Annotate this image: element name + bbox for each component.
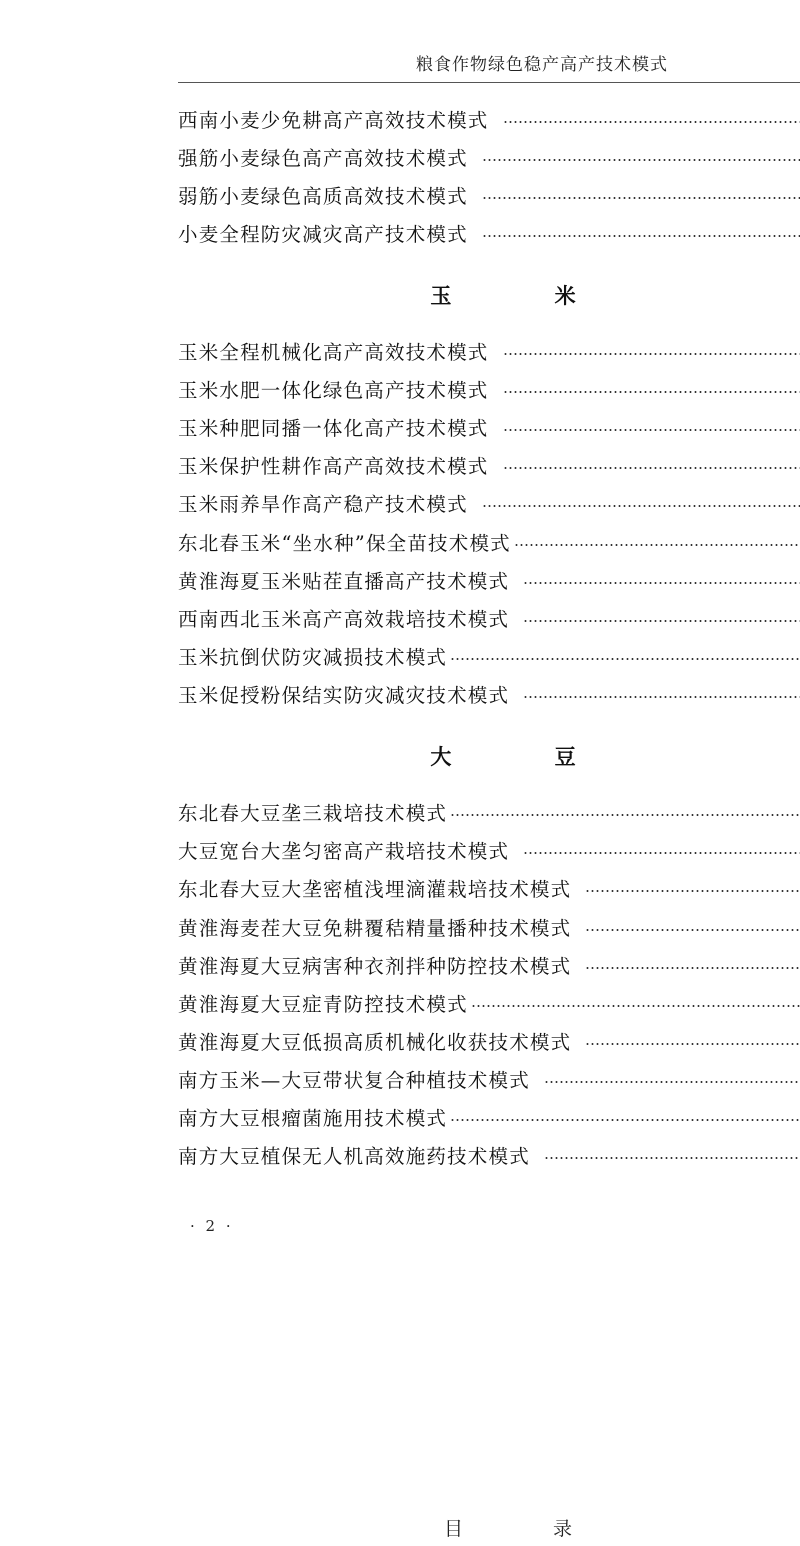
toc-entry-title: 玉米促授粉保结实防灾减灾技术模式 xyxy=(178,684,510,707)
toc-entry-title: 玉米保护性耕作高产高效技术模式 xyxy=(178,455,489,478)
dot-leader xyxy=(503,467,800,469)
dot-leader xyxy=(544,1081,800,1083)
toc-entry-title: 玉米种肥同播一体化高产技术模式 xyxy=(178,417,489,440)
toc-entry[interactable] xyxy=(178,988,800,1018)
toc-entry-title: 南方玉米—大豆带状复合种植技术模式 xyxy=(178,1069,530,1092)
dot-leader xyxy=(585,890,800,892)
toc-entry-title: 玉米全程机械化高产高效技术模式 xyxy=(178,341,489,364)
toc-entry[interactable] xyxy=(178,873,800,903)
toc-entry[interactable] xyxy=(178,1140,800,1170)
toc-entry-title: 东北春大豆垄三栽培技术模式 xyxy=(178,802,448,825)
dot-leader xyxy=(544,1157,800,1159)
toc-entry[interactable] xyxy=(178,1064,800,1094)
toc-entry-title: 东北春玉米“坐水种”保全苗技术模式 xyxy=(178,532,511,555)
page-number: · 2 · xyxy=(190,1217,234,1235)
toc-entry[interactable] xyxy=(178,218,800,248)
toc-entry[interactable] xyxy=(178,142,800,172)
toc-entry-title: 南方大豆植保无人机高效施药技术模式 xyxy=(178,1145,530,1168)
footer-section-label: 目 录 xyxy=(443,1518,615,1540)
toc-entry[interactable] xyxy=(178,450,800,480)
toc-entry[interactable] xyxy=(178,374,800,404)
dot-leader xyxy=(482,159,800,161)
dot-leader xyxy=(503,429,800,431)
toc-entry[interactable] xyxy=(178,1102,800,1132)
section-heading-soybean: 大 豆 xyxy=(430,745,624,769)
toc-entry[interactable] xyxy=(178,797,800,827)
toc-entry-title: 西南西北玉米高产高效栽培技术模式 xyxy=(178,608,510,631)
toc-entry-title: 弱筋小麦绿色高质高效技术模式 xyxy=(178,185,468,208)
toc-entry[interactable] xyxy=(178,641,800,671)
toc-entry[interactable] xyxy=(178,180,800,210)
toc-entry[interactable] xyxy=(178,603,800,633)
dot-leader xyxy=(514,544,800,546)
dot-leader xyxy=(482,197,800,199)
toc-entry[interactable] xyxy=(178,835,800,865)
toc-entry[interactable] xyxy=(178,488,800,518)
toc-entry[interactable] xyxy=(178,565,800,595)
dot-leader xyxy=(503,391,800,393)
toc-entry[interactable] xyxy=(178,912,800,942)
toc-entry[interactable] xyxy=(178,412,800,442)
toc-entry-title: 黄淮海夏大豆病害种衣剂拌种防控技术模式 xyxy=(178,955,572,978)
toc-entry[interactable] xyxy=(178,950,800,980)
section-heading-corn: 玉 米 xyxy=(430,284,624,308)
toc-entry-title: 玉米水肥一体化绿色高产技术模式 xyxy=(178,379,489,402)
dot-leader xyxy=(450,814,800,816)
toc-entry-title: 黄淮海夏大豆症青防控技术模式 xyxy=(178,993,468,1016)
toc-entry-title: 东北春大豆大垄密植浅埋滴灌栽培技术模式 xyxy=(178,878,572,901)
toc-entry-title: 大豆宽台大垄匀密高产栽培技术模式 xyxy=(178,840,510,863)
dot-leader xyxy=(523,620,800,622)
toc-entry-title: 黄淮海夏大豆低损高质机械化收获技术模式 xyxy=(178,1031,572,1054)
toc-entry-title: 玉米雨养旱作高产稳产技术模式 xyxy=(178,493,468,516)
dot-leader xyxy=(503,353,800,355)
dot-leader xyxy=(503,121,800,123)
toc-entry[interactable] xyxy=(178,104,800,134)
dot-leader xyxy=(450,658,800,660)
toc-entry-title: 西南小麦少免耕高产高效技术模式 xyxy=(178,109,489,132)
toc-entry-title: 玉米抗倒伏防灾减损技术模式 xyxy=(178,646,448,669)
toc-entry[interactable] xyxy=(178,1026,800,1056)
dot-leader xyxy=(523,582,800,584)
dot-leader xyxy=(471,1005,800,1007)
toc-entry-title: 强筋小麦绿色高产高效技术模式 xyxy=(178,147,468,170)
dot-leader xyxy=(450,1119,800,1121)
running-header-title: 粮食作物绿色稳产高产技术模式 xyxy=(416,55,668,75)
toc-entry[interactable] xyxy=(178,679,800,709)
dot-leader xyxy=(585,1043,800,1045)
dot-leader xyxy=(585,967,800,969)
header-divider xyxy=(178,82,800,83)
toc-entry-title: 南方大豆根瘤菌施用技术模式 xyxy=(178,1107,448,1130)
dot-leader xyxy=(482,235,800,237)
toc-entry-title: 黄淮海麦茬大豆免耕覆秸精量播种技术模式 xyxy=(178,917,572,940)
dot-leader xyxy=(523,852,800,854)
toc-entry-title: 黄淮海夏玉米贴茬直播高产技术模式 xyxy=(178,570,510,593)
dot-leader xyxy=(523,696,800,698)
toc-entry[interactable] xyxy=(178,336,800,366)
dot-leader xyxy=(482,505,800,507)
toc-entry[interactable] xyxy=(178,527,800,557)
dot-leader xyxy=(585,929,800,931)
toc-entry-title: 小麦全程防灾减灾高产技术模式 xyxy=(178,223,468,246)
